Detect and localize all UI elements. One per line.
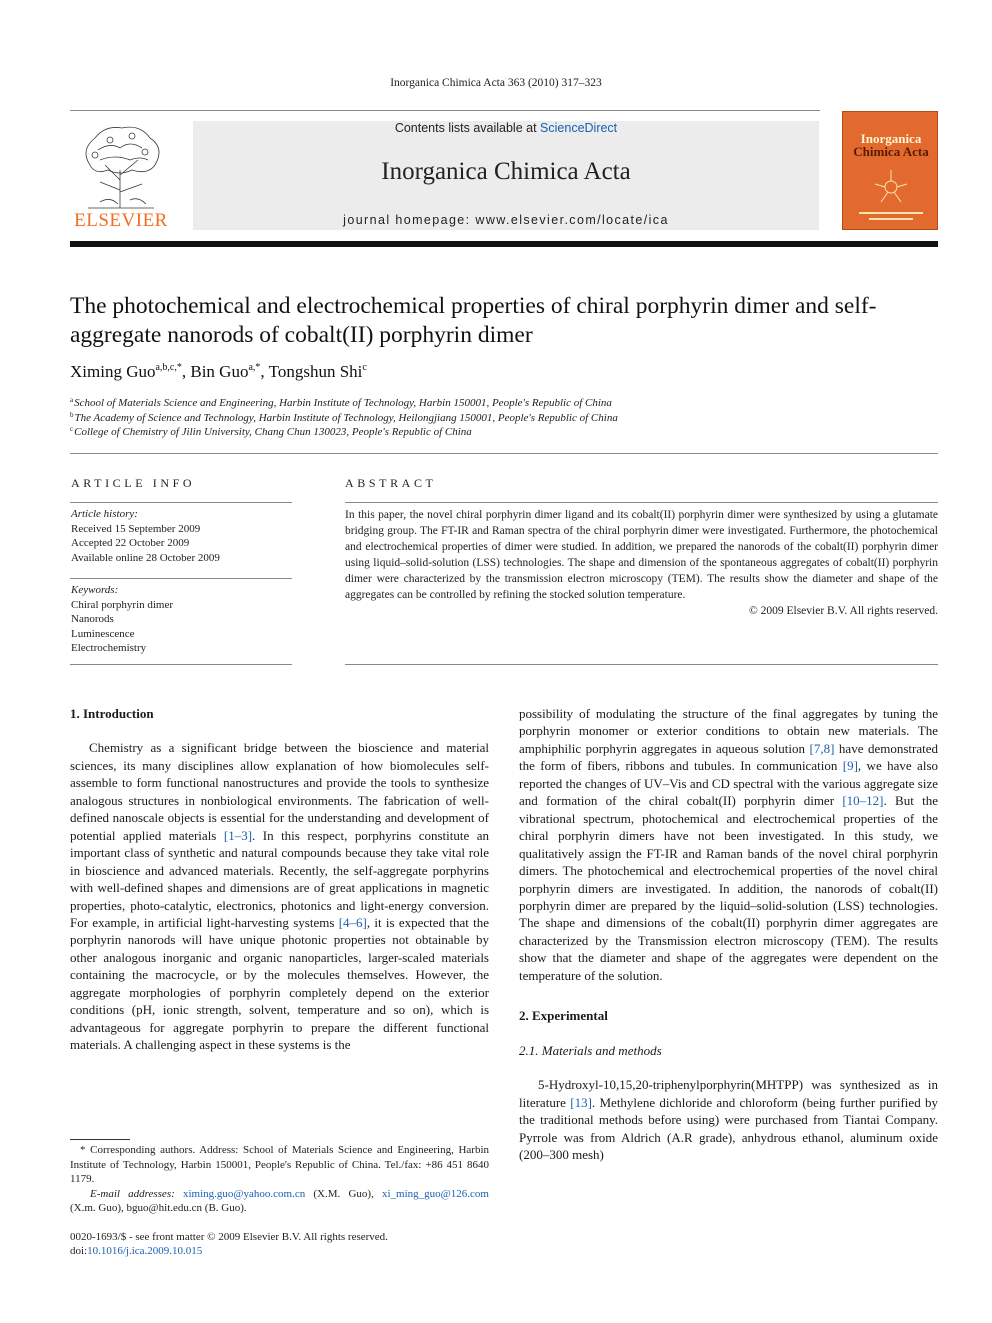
footnote-emails: [70, 1187, 489, 1216]
abstract-divider: [345, 502, 938, 503]
history-item: Received 15 September 2009: [71, 522, 201, 535]
paragraph-text: . In this respect, porphyrins constitute an important class of synthetic and natural compounds because they take vital role in bioscience and advanced materials. Recently, the self-aggregate porphyrins with well-defined shapes and dimensions are of great applications in magnetic properties, photo-catalytic, electronics, photonics and light-energy conversion. For example, in artificial light-harvesting systems: [70, 827, 489, 930]
author-name[interactable]: Ximing Guo: [70, 362, 156, 381]
footnote-text: Corresponding authors. Address: School of Materials Science and Engineering, Harbin Institute of Technology, Harbin 150001, People's Republic of China. Tel./fax: +86 451 8640 1179.: [70, 1144, 489, 1185]
author-list: Ximing Guo$^{a,b,c,*}$, Bin Guo$^{a,*}$, Tongshun Shi$^c$: [70, 362, 367, 381]
affiliation-mark: b: [70, 411, 74, 419]
paragraph-text: . But the vibrational spectrum, photochemical and electrochemical properties of the chiral porphyrin dimers have not been investigated. In this study, we qualitatively assign the FT-IR and Raman bands of the novel chiral porphyrin dimers. The photochemical and electrochemical properties of the novel chiral porphyrin dimers are investigated. In addition, the nanorods of cobalt(II) porphyrin dimer are prepared by the liquid–solid-solution (LSS) technologies. The shape and dimensions of the cobalt(II) porphyrin dimer aggregates are characterized by the Transmission electron microscopy (TEM). The results show that the diameter and shape of the aggregates were dependent on the temperature of the solution.: [519, 793, 938, 983]
article-info-heading: ARTICLE INFO: [71, 476, 196, 490]
email-owner: (X.M. Guo),: [305, 1187, 382, 1200]
affiliation-text: College of Chemistry of Jilin University, Chang Chun 130023, People's Republic of China: [74, 426, 472, 438]
author-marks: c: [362, 362, 367, 373]
paragraph-text: Chemistry as a significant bridge between the bioscience and material sciences, its many disciplines allow explanation of how biomolecules self-assemble to form functional nanostructures and provide the tools to synthesize analogous structures in nonbiological environments. The fabrication of well-defined nanoscale objects is essential for the understanding and development of potential applied materials: [70, 740, 489, 843]
paragraph: [519, 1076, 938, 1163]
affiliation-mark: c: [70, 425, 74, 433]
reference-link[interactable]: [4–6]: [338, 914, 367, 930]
front-matter: [70, 1230, 489, 1258]
doi-line: [70, 1244, 489, 1258]
reference-link[interactable]: [10–12]: [842, 793, 884, 809]
keywords: [71, 583, 293, 656]
reference-link[interactable]: [7,8]: [809, 740, 835, 756]
article-title: The photochemical and electrochemical properties of chiral porphyrin dimer and self-aggregate nanorods of cobalt(II) porphyrin dimer: [70, 293, 877, 348]
abstract-heading: ABSTRACT: [345, 476, 437, 490]
affiliation: [70, 411, 618, 424]
affiliation-text: School of Materials Science and Engineering, Harbin Institute of Technology, Harbin 150001, People's Republic of China: [74, 397, 612, 409]
affiliation-mark: a: [70, 396, 74, 404]
author-name[interactable]: Bin Guo: [190, 362, 249, 381]
paragraph-text: , we have also reported the changes of UV–Vis and CD spectral with the various aggregate size and formation of the chiral cobalt(II) porphyrin dimer: [519, 758, 939, 809]
masthead-divider: [70, 241, 938, 247]
affiliation: [70, 396, 612, 409]
info-divider: [70, 502, 292, 503]
journal-cover: [842, 111, 938, 230]
footnote-divider: [70, 1139, 130, 1140]
footnote-corr: [70, 1143, 489, 1187]
body-column-right: [519, 705, 938, 1163]
elsevier-tree-icon: [70, 120, 172, 210]
corresponding-author-footnote: [70, 1143, 489, 1216]
abstract-divider: [345, 664, 938, 665]
section-heading: 1. Introduction: [70, 706, 154, 721]
doi-label: doi:: [70, 1245, 88, 1257]
author-name[interactable]: Tongshun Shi: [268, 362, 363, 381]
article-history: [71, 507, 293, 565]
subsection-heading: 2.1. Materials and methods: [519, 1042, 662, 1058]
keyword-item: Nanorods: [71, 613, 114, 625]
cover-title-line-2: Chimica Acta: [853, 144, 929, 159]
abstract-body: [345, 507, 938, 619]
affiliation-text: The Academy of Science and Technology, Harbin Institute of Technology, Heilongjiang 150001, People's Republic of China: [74, 412, 618, 424]
body-column-left: [70, 705, 489, 1054]
history-item: Accepted 22 October 2009: [71, 537, 190, 549]
keyword-item: Electrochemistry: [71, 642, 147, 654]
paragraph-text: , it is expected that the porphyrin nanorods will have unique photonic properties not obtainable by other analogous inorganic and organic nanoparticles, larger-scaled materials containing the macrocycle, or by the molecules themselves. However, the aggregate morphologies of porphyrin completely depend on the exterior conditions (pH, ionic strength, solvent, temperature and so on), which is advantageous for aggregate porphyrin to prepare the different functional materials. A challenging aspect in these systems is the: [70, 914, 489, 1053]
email-owner: (X.m. Guo), bguo@hit.edu.cn (B. Guo).: [70, 1202, 247, 1214]
keywords-label: Keywords:: [71, 584, 119, 596]
author-marks: a,b,c,*: [155, 362, 182, 373]
keyword-item: Chiral porphyrin dimer: [71, 598, 174, 611]
section-heading: 2. Experimental: [519, 1008, 608, 1024]
abstract-text: In this paper, the novel chiral porphyrin dimer ligand and its cobalt(II) porphyrin dimer were synthesized by using a glutamate bridging group. The FT-IR and Raman spectra of the chiral porphyrin dimer were investigated. Furthermore, the photochemical and electrochemical properties of dimer were studied. In addition, we prepared the nanorods of the cobalt(II) porphyrin dimer using liquid–solid-solution (LSS) technologies. The shape and dimension of the spontaneous aggregates of cobalt(II) porphyrin dimer were characterized by the transmission electron microscopy (TEM). The results show the diameter and shape of the aggregates can be controlled by refining the stocked solution temperature.: [345, 509, 938, 601]
affiliation-divider: [70, 453, 938, 454]
author-marks: a,*: [248, 362, 261, 373]
elsevier-logo: [70, 120, 172, 232]
reference-link[interactable]: [13]: [570, 1094, 592, 1110]
journal-citation: Inorganica Chimica Acta 363 (2010) 317–323: [390, 77, 602, 89]
history-item: Available online 28 October 2009: [71, 551, 220, 564]
paragraph-text: possibility of modulating the structure of the final aggregates by tuning the porphyrin monomer or exterior conditions to obtain new materials. The amphiphilic porphyrin aggregates in aqueous solution: [519, 706, 938, 756]
sciencedirect-link[interactable]: ScienceDirect: [540, 121, 618, 135]
contents-prefix: Contents lists available at: [394, 121, 537, 135]
keyword-item: Luminescence: [71, 627, 135, 640]
affiliation: [70, 425, 472, 438]
footnote-mark: *: [80, 1144, 86, 1156]
top-divider: [70, 110, 820, 111]
paragraph: [519, 705, 938, 984]
cover-molecule-icon: [843, 112, 938, 230]
paragraph-text: have demonstrated the form of fibers, ribbons and tubules. In communication: [519, 740, 938, 774]
paragraph-text: . Methylene dichloride and chloroform (being further purified by the traditional methods before using) were purchased from Tiantai Company. Pyrrole was from Aldrich (A.R grade), anhydrous ethanol, aluminum oxide (200–300 mesh): [519, 1094, 939, 1162]
elsevier-wordmark: ELSEVIER: [74, 210, 168, 231]
issn-line: 0020-1693/$ - see front matter © 2009 Elsevier B.V. All rights reserved.: [70, 1231, 388, 1243]
info-divider: [70, 664, 292, 665]
reference-link[interactable]: [9]: [842, 758, 858, 774]
journal-title: Inorganica Chimica Acta: [381, 158, 631, 185]
email-link[interactable]: xi_ming_guo@126.com: [382, 1187, 489, 1200]
info-divider: [70, 578, 292, 579]
history-label: Article history:: [71, 508, 138, 520]
doi-link[interactable]: 10.1016/j.ica.2009.10.015: [87, 1245, 203, 1257]
paragraph: [70, 739, 489, 1053]
abstract-copyright: © 2009 Elsevier B.V. All rights reserved.: [749, 605, 938, 617]
contents-line: [193, 121, 819, 135]
cover-title-line-1: Inorganica: [860, 131, 922, 146]
email-link[interactable]: ximing.guo@yahoo.com.cn: [182, 1187, 306, 1200]
reference-link[interactable]: [1–3]: [223, 827, 253, 843]
paragraph-text: 5-Hydroxyl-10,15,20-triphenylporphyrin(MHTPP) was synthesized as in literature: [519, 1077, 938, 1110]
email-label: E-mail addresses:: [90, 1187, 175, 1200]
journal-homepage[interactable]: journal homepage: www.elsevier.com/locate/ica: [343, 213, 669, 227]
